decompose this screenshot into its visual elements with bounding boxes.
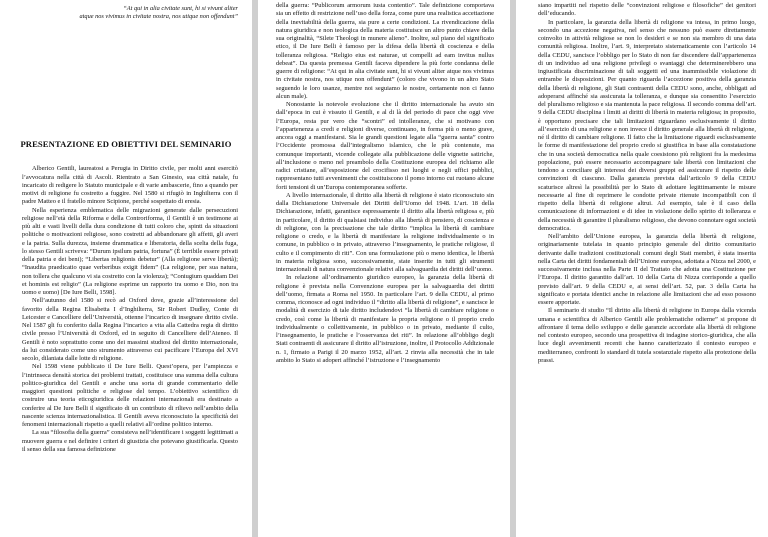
page-right bbox=[516, 0, 768, 537]
paragraph: A livello internazionale, il diritto alla libertà di religione è stato riconosciuto sin dalla Dichiarazione Universale dei Diritti dell’Uomo del 1948. L’art. 18 della Dichiarazione, infatti, garantisce espressamente il diritto alla libertà religiosa e, più in particolare, il diritto di qualsiasi individuo alla libertà di pensiero, di coscienza e di religione, con la precisazione che tale diritto “implica la libertà di cambiare religione o credo, e la libertà di manifestare la religione individualmente o in comune, in pubblico o in privato, attraverso l’insegnamento, le pratiche religiose, il culto e il compimento di riti”. Con una formulazione più o meno identica, le libertà in materia religiosa sono, successivamente, state inserite in tutti gli strumenti internazionali di natura convenzionale relativi alla salvaguardia dei diritti dell’uomo. bbox=[276, 191, 494, 273]
paragraph: Nella esperienza emblematica delle migrazioni generate dalle persecuzioni religiose nell’età della Riforma e della Controriforma, il Gentili è un testimone ai più alti e vasti livelli della dura condizione di tutti coloro che, spinti da situazioni politiche o motivazioni religiose, sono costretti ad abbandonare gli affetti, gli averi e la patria. Sulla durezza, insieme drammatica e liberatoria, della scelta della fuga, lo stesso Gentili scriveva: “Durum ipsilum patria, fortuna” (È terribile essere privati della patria e dei beni); “Libertas religionis debetur” (Alla religione serve libertà); “Inaudita praedicatio quae verberibus exigit fidem” (La religione, per sua natura, non tollera che qualcuno vi sia costretto con la violenza); “Coniugium quaddam Dei et hominis est religio” (La religione esprime un rapporto tra uomo e Dio, non tra uomo e uomo) [De Iure Belli, 1598]. bbox=[22, 206, 238, 297]
paragraph: La sua “filosofia della guerra” consisteva nell’identificare i soggetti legittimati a muovere guerra e nel definire i criteri di giustizia che potevano giustificarla. Questo il senso della sua famosa definizione bbox=[22, 429, 238, 453]
paragraph: della guerra: “Publicorum armorum iusta contentio”. Tale definizione comportava sia un effetto di restrizione nell’uso della forza, come pure una realistica accettazione della inevitabilità della guerra, sia pure a certe condizioni. La rivendicazione della natura giuridica e non teologica della materia costituisce un altro punto chiave della sua originalità, “Silete Theologi in munere alieno”. Inoltre, sul piano del significato etico, il De Iure Belli è famoso per la difesa della libertà di coscienza e della tolleranza religiosa. “Religio eius est naturae, ut compelli ad eam invitus nullus debeat”. Da questa premessa Gentili faceva dipendere la più forte condanna delle guerre di religione: “At qui in alia civitate sunt, hi si vivunt aliter atque nos vivimus in civitate nostra, nos utique non offendunt” (coloro che vivono in un altro Stato seguendo le loro usanze, mentre noi seguiamo le nostre, certamente non ci fanno alcun male). bbox=[276, 2, 494, 100]
section-title: PRESENTAZIONE ED OBIETTIVI DEL SEMINARIO bbox=[20, 139, 232, 150]
page-left bbox=[0, 0, 252, 537]
paragraph: siano impartiti nel rispetto delle “convinzioni religiose e filosofiche” dei genitori dell’educando. bbox=[538, 2, 756, 18]
page-middle bbox=[258, 0, 510, 537]
epigraph-line-2: atque nos vivimus in civitate nostra, nos utique non offendunt” bbox=[79, 13, 238, 21]
paragraph: In relazione all’ordinamento giuridico europeo, la garanzia della libertà di religione è prevista nella Convenzione europea per la salvaguardia dei diritti dell’uomo, firmata a Roma nel 1950. In particolare l’art. 9 della CEDU, al primo comma, riconosce ad ogni individuo il “diritto alla libertà di religione”, e sancisce le modalità di esercizio di tale diritto includendovi “la libertà di cambiare religione o credo, così come la libertà di manifestare la propria religione o il proprio credo individualmente o collettivamente, in pubblico o in privato, mediante il culto, l’insegnamento, le pratiche e l’osservanza dei riti”. In relazione all’obbligo degli Stati contraenti di assicurare il diritto all’istruzione, inoltre, il Protocollo Addizionale n. 1, firmato a Parigi il 20 marzo 1952, all’art. 2 rinvia alla necessità che in tale ambito lo Stato si adoperi affinché l’istruzione e l’insegnamento bbox=[276, 274, 494, 364]
paragraph: In particolare, la garanzia della libertà di religione va intesa, in primo luogo, secondo una accezione negativa, nel senso che nessuno può essere direttamente coinvolto in attività religiose se non lo desideri e se non sia membro di una data comunità religiosa. Inoltre, l’art. 9, interpretato sistematicamente con l’articolo 14 della CEDU, sancisce l’obbligo per lo Stato di non far discendere dall’appartenenza di un individuo ad una religione privilegi o svantaggi che determinerebbero una ingiustificata discriminazione di tali soggetti ed una inammissibile violazione di entrambe le disposizioni. Per quanto riguarda l’accezione positiva della garanzia della libertà di religione, gli Stati contraenti della CEDU sono, anche, obbligati ad adoperarsi affinché sia assicurata la tolleranza, e dunque sia consentito l’esercizio del pluralismo religioso e sia mantenuta la pace religiosa. Il secondo comma dell’art. 9 della CEDU disciplina i limiti ai diritti di libertà in materia religiosa; in proposito, è opportuno precisare che tali limitazioni riguardano esclusivamente il diritto all’esercizio di una religione e non invece il diritto generale alla libertà di religione, né il diritto di cambiare religione. Il fatto che la limitazione riguardi esclusivamente le forme di manifestazione del proprio credo si giustifica in base alla constatazione che in una società democratica nella quale coesistono più religioni fra la medesima popolazione, può essere necessario accompagnare tale libertà con limitazioni che tendono a conciliare gli interessi dei diversi gruppi ed assicurare il rispetto delle convinzioni di ciascuno. Dalla garanzia prevista dall’articolo 9 della CEDU scaturisce altresì la possibilità per lo Stato di adottare legittimamente le misure necessarie al fine di reprimere le condotte private ritenute incompatibili con il rispetto della libertà di religione altrui. Ad esempio, tale è il caso della comunicazione di informazioni e di idee in violazione dello spirito di tolleranza e della necessità di garantire il pluralismo religioso, che devono connotare ogni società democratica. bbox=[538, 18, 756, 232]
column-1-text bbox=[22, 165, 238, 454]
column-3-text bbox=[538, 2, 756, 365]
column-2-text bbox=[276, 2, 494, 365]
paragraph: Nell’autunno del 1580 si recò ad Oxford dove, grazie all’interessione del favorito della Regina Elisabetta I d’Inghilterra, Sir Robert Dudley, Conte di Leicester e Cancelliere dell’Università, ottenne l’incarico di insegnare diritto civile. Nel 1587 gli fu conferito dalla Regina l’incarico a vita alla Cattedra regia di diritto civile presso l’Università di Oxford, ed in seguito di Cancelliere dell’Ateneo. Il Gentili è noto soprattutto come uno dei massimi studiosi del diritto internazionale, da lui considerato come uno strumento attraverso cui pacificare l’Europa del XVI secolo, dilaniata dalle lotte di religione. bbox=[22, 297, 238, 363]
paragraph: Nel 1598 viene pubblicato il De Iure Belli. Quest’opera, per l’ampiezza e l’intrinseca densità storica dei problemi trattati, costituisce una summa della cultura politico-giuridica del Gentili e anche una sorta di grande commentario delle maggiori questioni politiche e religiose del tempo. L’obiettivo scientifico di costruire una teoria eticogiuridica delle relazioni internazionali era destinato a conferire al De Iure Belli il significato di un contributo di rilievo nell’ambito della nascente scienza internazionalistica. Il Gentili aveva riconosciuto la specificità dei fenomeni internazionali rispetto a quelli relativi all’ordine politico interno. bbox=[22, 363, 238, 429]
epigraph bbox=[22, 5, 238, 21]
paragraph: Il seminario di studio “Il diritto alla libertà di religione in Europa dalla vicenda umana e scientifica di Alberico Gentili alle problematiche odierne” si propone di affrontare il tema dello sviluppo e delle garanzie accordate alla libertà di religione nel contesto europeo, secondo una prospettiva di indagine storico-giuridica, che alla luce degli avvenimenti recenti che hanno caratterizzato il contesto europeo e mediterraneo, confronti lo standard di tutela sostanziale rispetto alla protezione della prassi. bbox=[538, 307, 756, 364]
paragraph: Alberico Gentili, laureatosi a Perugia in Diritto civile, per molti anni esercitò l’avvocatura nella città di Ascoli. Rientrato a San Ginesio, sua città natale, fu incaricato di redigere lo Statuto municipale e di varie ambascerie, fino a quando per motivi di religione fu costretto a fuggire. Nel 1580 si rifugiò in Inghilterra con il padre Matteo e il fratello minore Scipione, perché sospettato di eresia. bbox=[22, 165, 238, 206]
epigraph-line-1: “At qui in alia civitate sunt, hi si vivunt aliter bbox=[123, 5, 238, 12]
paragraph: Nonostante la notevole evoluzione che il diritto internazionale ha avuto sin dall’epoca in cui è vissuto il Gentili, e al di là del periodo di pace che oggi vive l’Europa, resta pur vero che “scontri” ed intolleranze, che si motivano con l’appartenenza a credi e religioni diverse, continuano, in forma più o meno grave, ancora oggi a manifestarsi. Sia le grandi questioni legate alla “guerra santa” contro l’Occidente promossa dall’integralismo islamico, che le più contenute, ma comunque importanti, vicende collegate alla pubblicazione delle vignette satiriche, all’inclusione o meno nel preambolo della Costituzione europea del richiamo alle radici cristiane, all’esposizione del crocifisso nei luoghi e negli uffici pubblici, rappresentano tutti avvenimenti che costituiscono il pomo intorno cui ruotano alcune forti tensioni di un’Europa contemporanea sofferte. bbox=[276, 101, 494, 191]
paragraph: Nell’ambito dell’Unione europea, la garanzia della libertà di religione, originariamente tutelata in quanto principio generale del diritto comunitario derivante dalle tradizioni costituzionali comuni degli Stati membri, è stata inserita nella Carta dei diritti fondamentali dell’Unione europea, adottata a Nizza nel 2000, e successivamente inclusa nella Parte II del Trattato che adotta una Costituzione per l’Europa. Il diritto garantito dall’art. 10 della Carta di Nizza corrisponde a quello previsto dall’art. 9 della CEDU e, ai sensi dell’art. 52, par. 3 della Carta ha significato e portata identici anche in relazione alle limitazioni che ad esso possono essere apportate. bbox=[538, 233, 756, 306]
